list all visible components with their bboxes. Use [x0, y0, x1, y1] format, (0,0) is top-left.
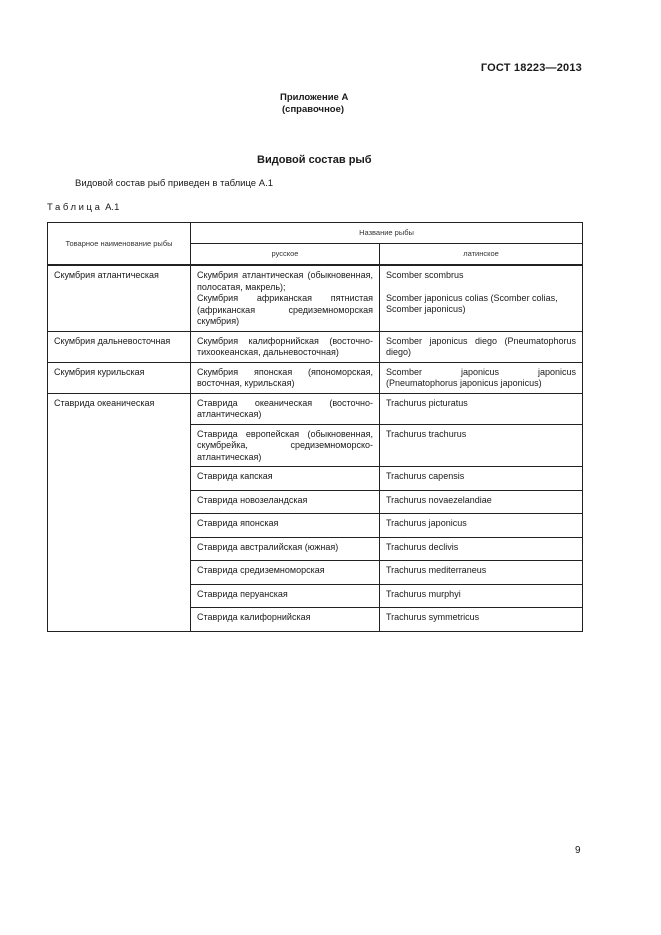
russian-name-cell: Ставрида средиземноморская — [191, 561, 380, 585]
latin-name-cell — [380, 265, 583, 331]
russian-name-cell: Ставрида новозеландская — [191, 490, 380, 514]
russian-name-cell: Скумбрия калифорнийская (восточно-тихоокеанская, дальневосточная) — [191, 331, 380, 362]
appendix-title: Приложение А — [280, 92, 349, 103]
latin-name: Scomber scombrus — [386, 270, 464, 280]
russian-name-cell: Ставрида японская — [191, 514, 380, 538]
russian-name-cell: Ставрида австралийская (южная) — [191, 537, 380, 561]
page-number: 9 — [575, 845, 581, 856]
trade-name-cell: Ставрида океаническая — [48, 393, 191, 631]
trade-name-cell: Скумбрия курильская — [48, 362, 191, 393]
latin-name: Scomber japonicus colias (Scomber colias, Scomber japonicus) — [386, 292, 558, 314]
russian-name-cell: Ставрида океаническая (восточно-атлантическая) — [191, 393, 380, 424]
table-label — [47, 202, 119, 213]
latin-name-cell: Trachurus capensis — [380, 467, 583, 491]
latin-name-cell: Trachurus symmetricus — [380, 608, 583, 632]
header-fish-name: Название рыбы — [191, 223, 583, 244]
latin-name-cell: Trachurus mediterraneus — [380, 561, 583, 585]
trade-name-cell: Скумбрия атлантическая — [48, 265, 191, 331]
russian-name-cell — [191, 265, 380, 331]
trade-name-cell: Скумбрия дальневосточная — [48, 331, 191, 362]
latin-name-cell: Trachurus declivis — [380, 537, 583, 561]
header-trade-name: Товарное наименование рыбы — [48, 223, 191, 266]
table-row — [48, 265, 583, 331]
latin-name-cell: Trachurus japonicus — [380, 514, 583, 538]
russian-name-cell: Ставрида капская — [191, 467, 380, 491]
russian-name-cell: Ставрида калифорнийская — [191, 608, 380, 632]
russian-name-cell: Ставрида перуанская — [191, 584, 380, 608]
header-latin: латинское — [380, 244, 583, 266]
standard-number: ГОСТ 18223—2013 — [480, 62, 582, 74]
fish-species-table — [47, 222, 583, 632]
appendix-status: (справочное) — [282, 104, 345, 115]
latin-name-cell: Trachurus murphyi — [380, 584, 583, 608]
table-row — [48, 393, 583, 424]
table-label-word: Таблица — [47, 202, 103, 213]
table-row — [48, 331, 583, 362]
russian-name: Скумбрия африканская пятнистая (африканская средиземноморская скумбрия) — [197, 293, 373, 326]
russian-name-cell: Ставрида европейская (обыкновенная, скумбрейка, средиземноморско-атлантическая) — [191, 424, 380, 467]
header-russian: русское — [191, 244, 380, 266]
latin-name-cell: Trachurus picturatus — [380, 393, 583, 424]
intro-paragraph: Видовой состав рыб приведен в таблице А.1 — [75, 178, 273, 189]
latin-name-cell: Scomber japonicus diego (Pneumatophorus diego) — [380, 331, 583, 362]
latin-name-cell: Scomber japonicus japonicus (Pneumatophorus japonicus japonicus) — [380, 362, 583, 393]
table-row — [48, 362, 583, 393]
russian-name: Скумбрия атлантическая (обыкновенная, полосатая, макрель); — [197, 270, 373, 292]
section-title: Видовой состав рыб — [257, 154, 372, 166]
latin-name-cell: Trachurus novaezelandiae — [380, 490, 583, 514]
latin-name-cell: Trachurus trachurus — [380, 424, 583, 467]
russian-name-cell: Скумбрия японская (япономорская, восточная, курильская) — [191, 362, 380, 393]
table-label-number: А.1 — [105, 202, 120, 213]
